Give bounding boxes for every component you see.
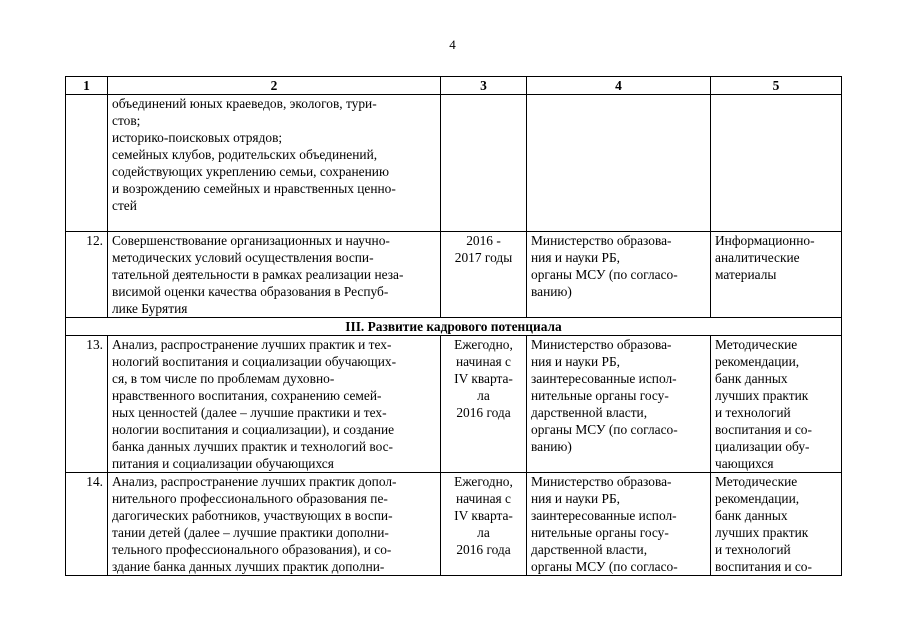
measures-table xyxy=(65,76,842,576)
section-title: III. Развитие кадрового потенциала xyxy=(66,318,842,336)
period-cell: 2016 - 2017 годы xyxy=(441,232,527,318)
measure-cell: Анализ, распространение лучших практик и тех- нологий воспитания и социализации обучающих- ся, в том числе по проблемам духовно- нравственного воспитания, сохранению семей- ных ценностей (далее – лучшие практики и тех- нологии воспитания и социализации), и создание банка данных лучших практик и технологий вос- питания и социализации обучающихся xyxy=(108,336,441,473)
section-row xyxy=(66,318,842,336)
executors-cell: Министерство образова- ния и науки РБ, заинтересованные испол- нительные органы госу- дарственной власти, органы МСУ (по согласо- xyxy=(527,473,711,576)
row-number: 14. xyxy=(66,473,108,576)
executors-cell: Министерство образова- ния и науки РБ, заинтересованные испол- нительные органы госу- дарственной власти, органы МСУ (по согласо- ванию) xyxy=(527,336,711,473)
table-row xyxy=(66,232,842,318)
result-cell: Информационно- аналитические материалы xyxy=(711,232,842,318)
measure-cell: объединений юных краеведов, экологов, тури- стов; историко-поисковых отрядов; семейных клубов, родительских объединений, содействующих укреплению семьи, сохранению и возрождению семейных и нравственных ценно- стей xyxy=(108,95,441,232)
header-col-5: 5 xyxy=(711,77,842,95)
page-number: 4 xyxy=(449,37,456,52)
table-row xyxy=(66,336,842,473)
table-row xyxy=(66,95,842,232)
row-number: 12. xyxy=(66,232,108,318)
executors-cell xyxy=(527,95,711,232)
measure-cell: Совершенствование организационных и научно- методических условий осуществления воспи- тательной деятельности в рамках реализации неза- висимой оценки качества образования в Респуб- лике Бурятия xyxy=(108,232,441,318)
header-col-3: 3 xyxy=(441,77,527,95)
row-number xyxy=(66,95,108,232)
row-number: 13. xyxy=(66,336,108,473)
header-row xyxy=(66,77,842,95)
result-cell: Методические рекомендации, банк данных лучших практик и технологий воспитания и со- циализации обу- чающихся xyxy=(711,336,842,473)
executors-cell: Министерство образова- ния и науки РБ, органы МСУ (по согласо- ванию) xyxy=(527,232,711,318)
period-cell: Ежегодно, начиная с IV кварта- ла 2016 года xyxy=(441,473,527,576)
header-col-1: 1 xyxy=(66,77,108,95)
result-cell: Методические рекомендации, банк данных лучших практик и технологий воспитания и со- xyxy=(711,473,842,576)
header-col-4: 4 xyxy=(527,77,711,95)
header-col-2: 2 xyxy=(108,77,441,95)
table-row xyxy=(66,473,842,576)
period-cell xyxy=(441,95,527,232)
measure-cell: Анализ, распространение лучших практик допол- нительного профессионального образования пе- дагогических работников, участвующих в воспи- тании детей (далее – лучшие практики дополни- тельного профессионального образования), и со- здание банка данных лучших практик дополни- xyxy=(108,473,441,576)
period-cell: Ежегодно, начиная с IV кварта- ла 2016 года xyxy=(441,336,527,473)
result-cell xyxy=(711,95,842,232)
